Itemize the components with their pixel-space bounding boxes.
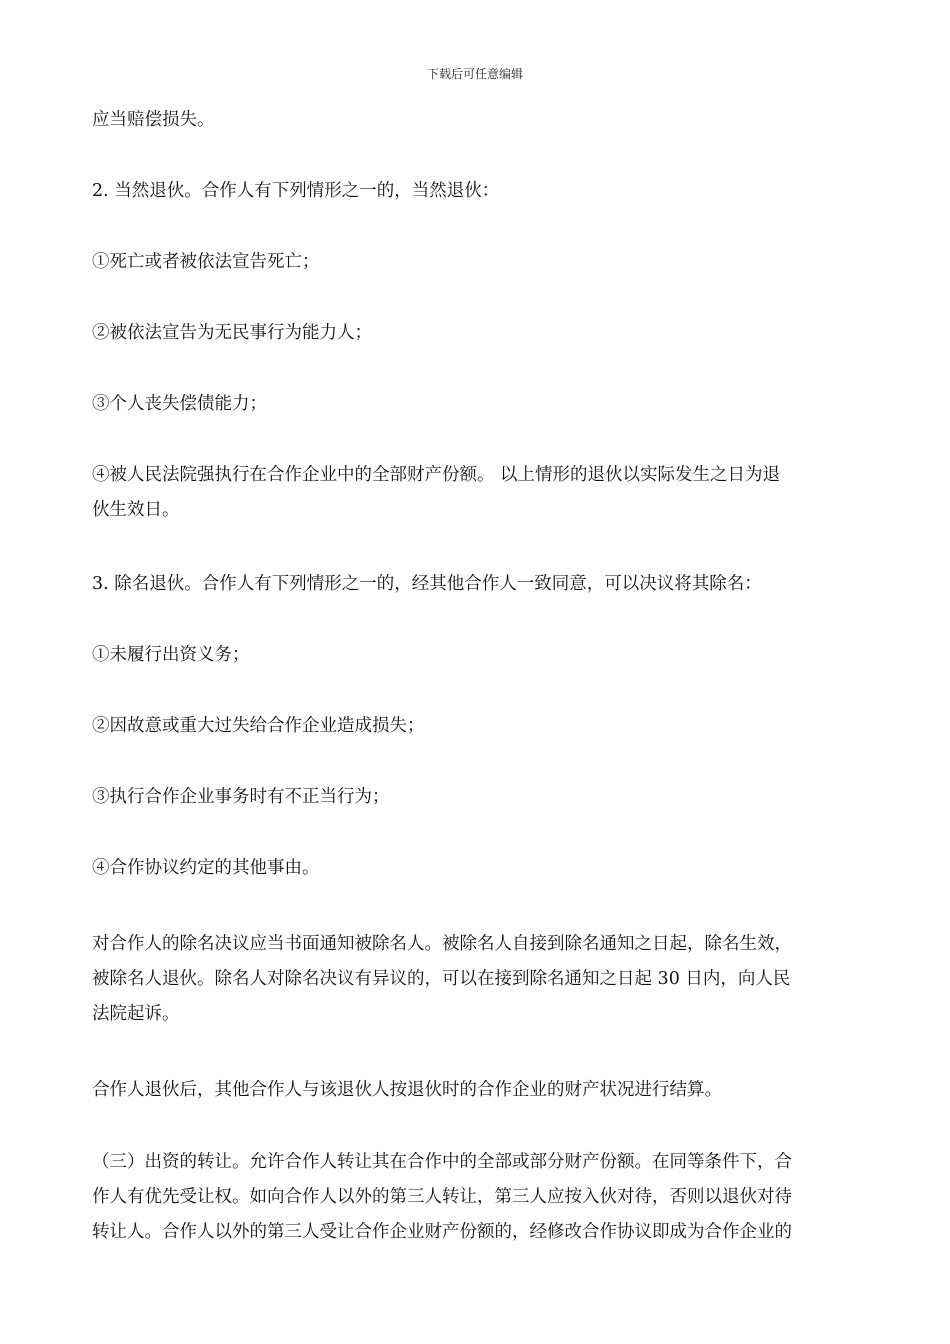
text-line: 法院起诉。 (92, 1004, 180, 1024)
text-line: 作人有优先受让权。如向合作人以外的第三人转让，第三人应按入伙对待，否则以退伙对待 (92, 1187, 792, 1207)
list-item-death (92, 245, 862, 280)
paragraph-compensation (92, 103, 862, 138)
text-line: 3. 除名退伙。合作人有下列情形之一的，经其他合作人一致同意，可以决议将其除名： (92, 574, 762, 594)
text-line: 对合作人的除名决议应当书面通知被除名人。被除名人自接到除名通知之日起，除名生效， (92, 934, 792, 954)
text-line: ②被依法宣告为无民事行为能力人； (92, 323, 372, 343)
list-item-negligence (92, 709, 862, 744)
text-line: 被除名人退伙。除名人对除名决议有异议的，可以在接到除名通知之日起 30 日内，向人民 (92, 969, 791, 989)
list-item-other-causes (92, 851, 862, 886)
text-line: 转让人。合作人以外的第三人受让合作企业财产份额的，经修改合作协议即成为合作企业的 (92, 1222, 792, 1242)
text-line: 伙生效日。 (92, 500, 180, 520)
text-line: 2. 当然退伙。合作人有下列情形之一的，当然退伙： (92, 181, 500, 201)
text-line: ②因故意或重大过失给合作企业造成损失； (92, 716, 425, 736)
page-header: 下载后可任意编辑 (426, 67, 523, 81)
list-item-incapacity (92, 316, 862, 351)
text-line: ③个人丧失偿债能力； (92, 394, 267, 414)
text-line: ③执行合作企业事务时有不正当行为； (92, 787, 390, 807)
text-line: ①死亡或者被依法宣告死亡； (92, 252, 320, 272)
list-item-unpaid-capital (92, 638, 862, 673)
paragraph-capital-transfer (92, 1145, 862, 1250)
list-item-misconduct (92, 780, 862, 815)
text-line: 合作人退伙后，其他合作人与该退伙人按退伙时的合作企业的财产状况进行结算。 (92, 1080, 722, 1100)
list-item-insolvency (92, 387, 862, 422)
paragraph-settlement (92, 1073, 862, 1108)
paragraph-automatic-withdrawal (92, 174, 862, 209)
paragraph-expulsion-notice (92, 927, 862, 1032)
text-line: ④合作协议约定的其他事由。 (92, 858, 320, 878)
paragraph-expulsion (92, 567, 862, 602)
text-line: ①未履行出资义务； (92, 645, 250, 665)
text-line: 应当赔偿损失。 (92, 110, 215, 130)
text-line: （三）出资的转让。允许合作人转让其在合作中的全部或部分财产份额。在同等条件下，合 (92, 1152, 792, 1172)
list-item-enforcement (92, 458, 862, 528)
text-line: ④被人民法院强执行在合作企业中的全部财产份额。 以上情形的退伙以实际发生之日为退 (92, 465, 781, 485)
